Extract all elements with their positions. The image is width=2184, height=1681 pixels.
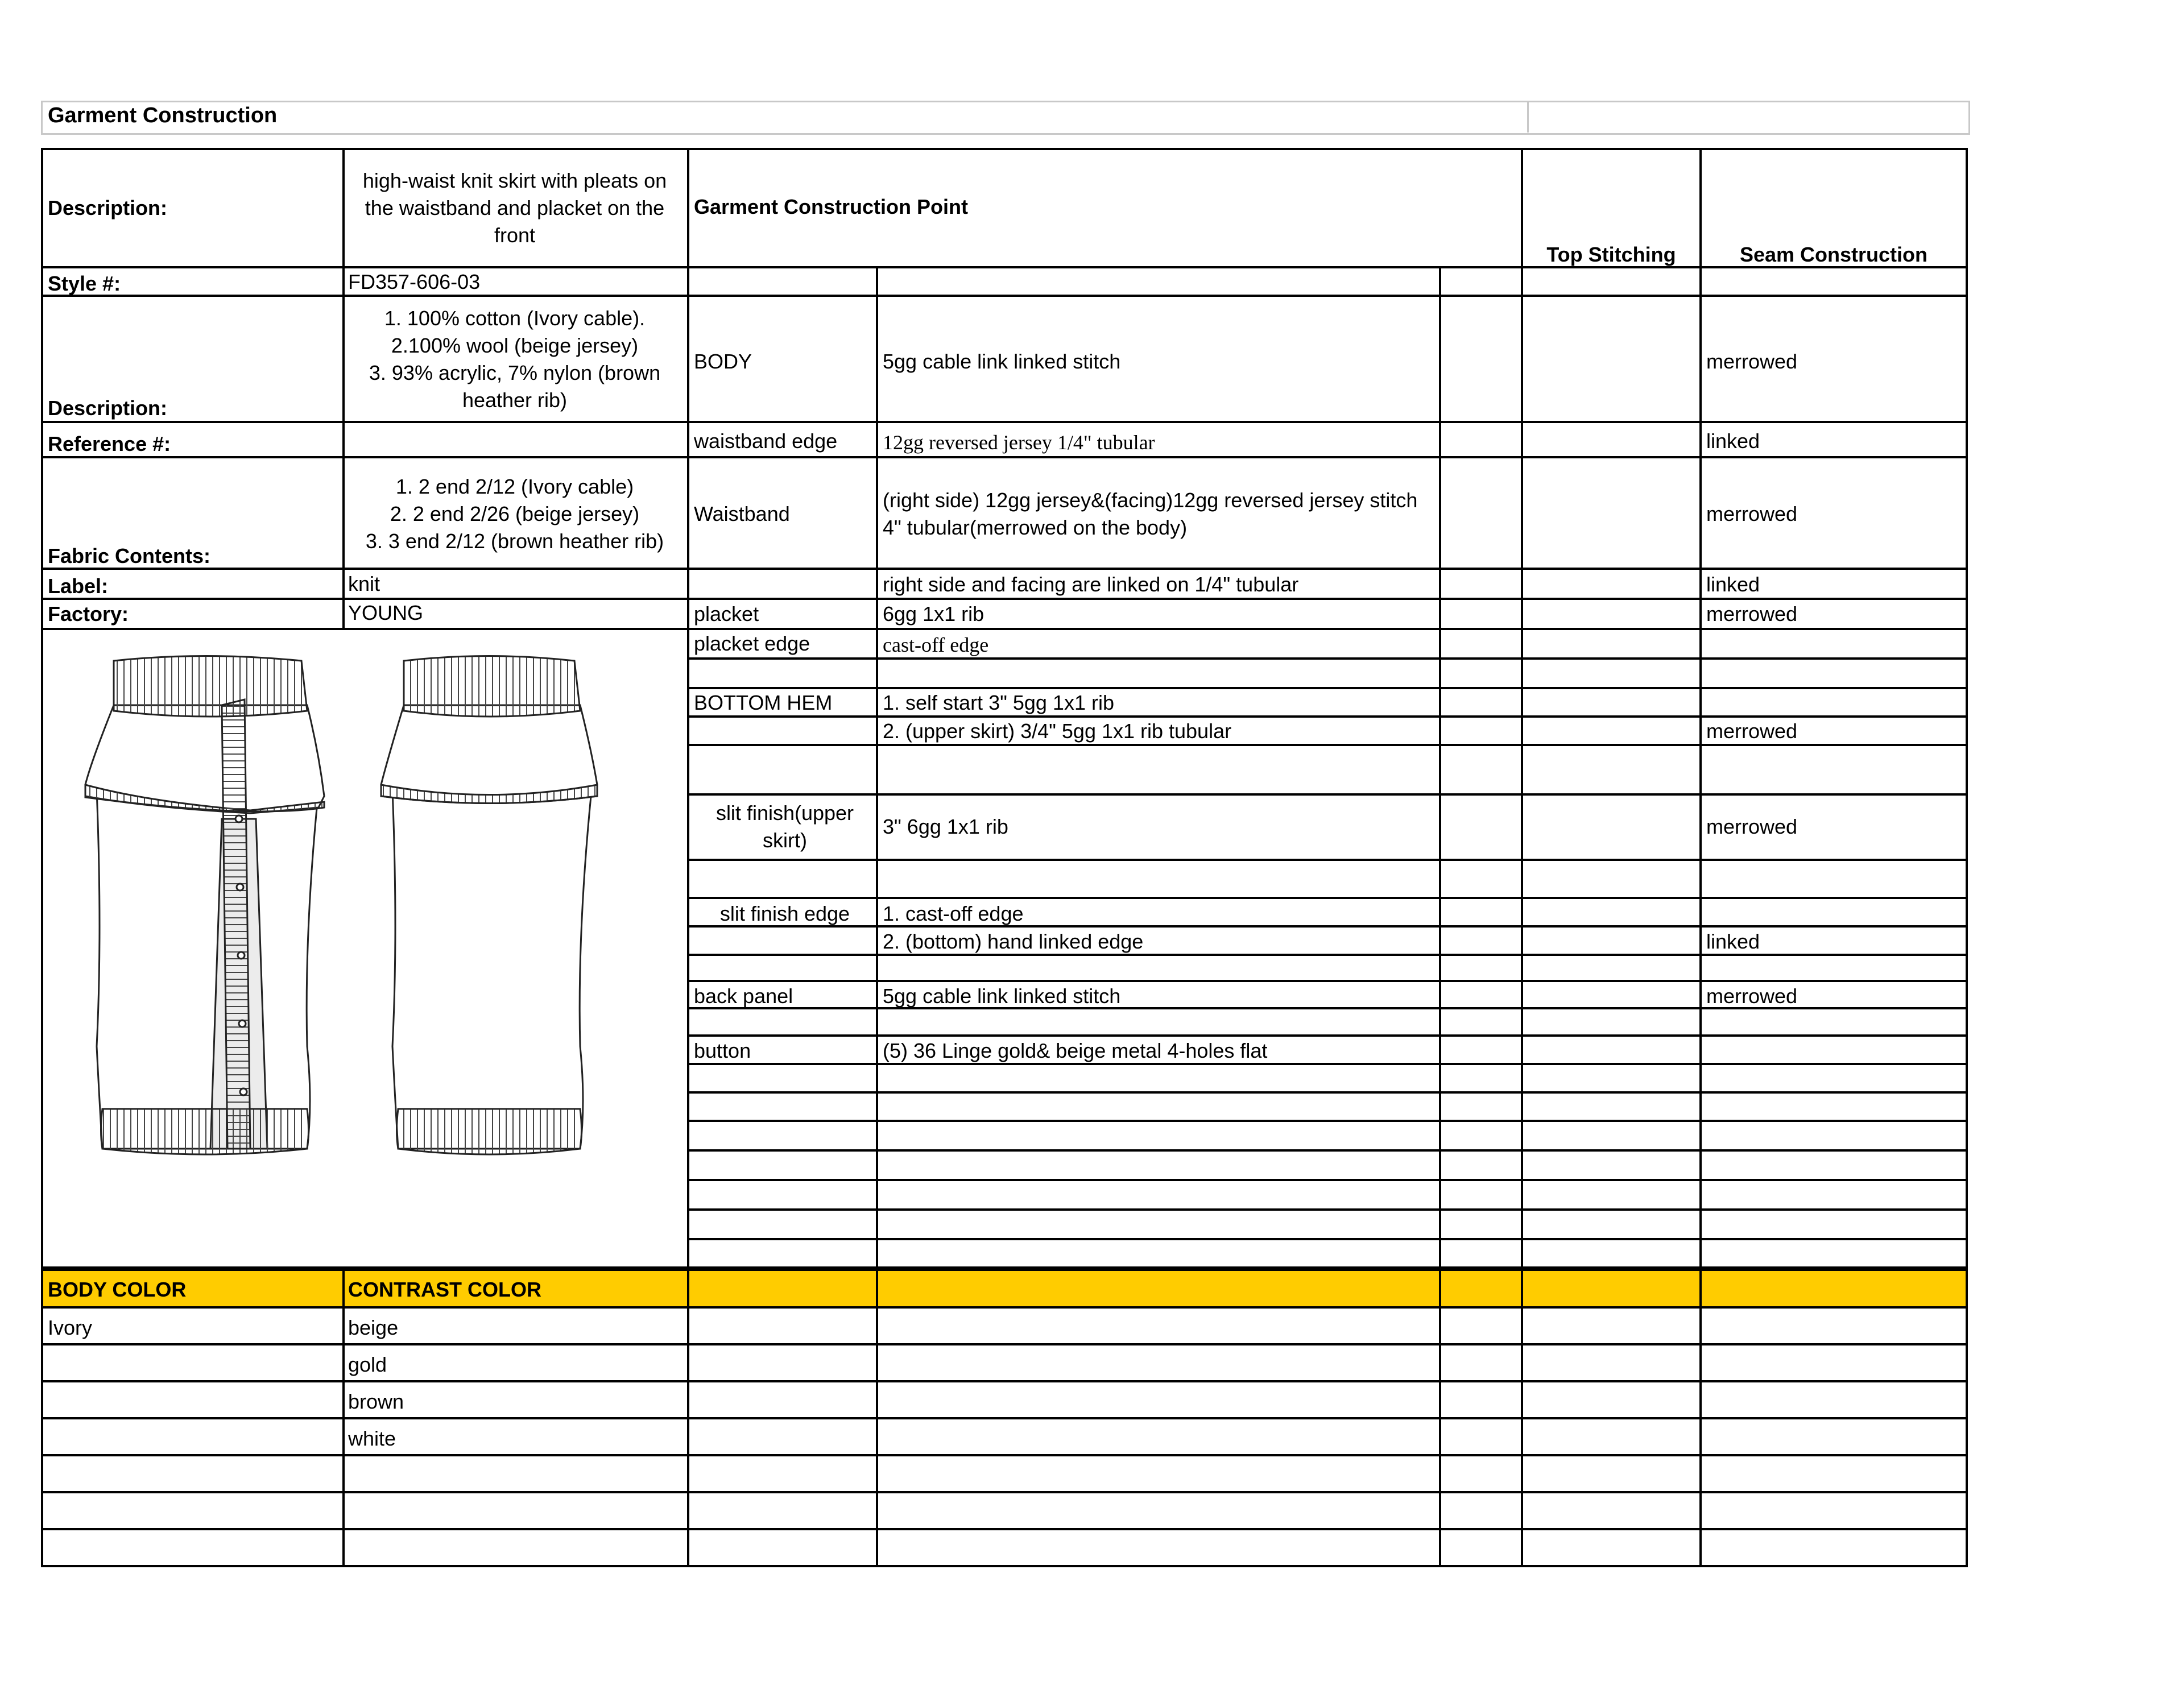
row-part: waistband edge xyxy=(694,429,838,453)
label-style: Style #: xyxy=(48,272,121,295)
row-detail: 5gg cable link linked stitch xyxy=(883,350,1121,373)
label-label: Label: xyxy=(48,574,109,598)
row-detail: 5gg cable link linked stitch xyxy=(883,984,1121,1008)
row-detail: 3" 6gg 1x1 rib xyxy=(883,815,1008,838)
row-detail: 12gg reversed jersey 1/4" tubular xyxy=(883,431,1155,454)
label-fabric-contents: Fabric Contents: xyxy=(48,544,211,568)
row-seam: merrowed xyxy=(1706,815,1798,838)
row-detail: right side and facing are linked on 1/4" tubular xyxy=(883,573,1299,596)
row-detail: (right side) 12gg jersey&(facing)12gg reversed jersey stitch 4" tubular(merrowed on the body) xyxy=(883,488,1418,539)
row-detail: 2. (upper skirt) 3/4" 5gg 1x1 rib tubular xyxy=(883,719,1232,743)
sheet-title: Garment Construction xyxy=(48,103,278,127)
front-view-sketch xyxy=(85,656,324,1155)
row-seam: merrowed xyxy=(1706,984,1798,1008)
row-seam: merrowed xyxy=(1706,719,1798,743)
row-seam: merrowed xyxy=(1706,602,1798,626)
title-bar xyxy=(41,101,1970,135)
value-description-2-line-3: 3. 93% acrylic, 7% nylon (brown heather rib) xyxy=(369,361,661,412)
row-seam: linked xyxy=(1706,930,1760,953)
row-detail: 1. cast-off edge xyxy=(883,902,1024,925)
value-description-2-line-1: 1. 100% cotton (Ivory cable). xyxy=(384,307,646,330)
row-part: placket xyxy=(694,602,759,626)
header-construction-point: Garment Construction Point xyxy=(694,195,969,218)
row-seam: linked xyxy=(1706,429,1760,453)
label-factory: Factory: xyxy=(48,602,129,626)
body-color: Ivory xyxy=(48,1316,93,1339)
title-divider xyxy=(1527,101,1529,133)
value-description-2-line-2: 2.100% wool (beige jersey) xyxy=(391,334,639,357)
contrast-color: beige xyxy=(348,1316,399,1339)
row-detail: 2. (bottom) hand linked edge xyxy=(883,930,1144,953)
row-part: slit finish(upper skirt) xyxy=(715,801,854,852)
contrast-color: brown xyxy=(348,1390,404,1413)
row-detail: 1. self start 3" 5gg 1x1 rib xyxy=(883,691,1114,714)
value-style: FD357-606-03 xyxy=(348,270,481,293)
row-detail: cast-off edge xyxy=(883,634,989,656)
back-view-sketch xyxy=(381,656,597,1155)
value-factory: YOUNG xyxy=(348,601,424,624)
contrast-color-header: CONTRAST COLOR xyxy=(348,1278,541,1301)
contrast-color: white xyxy=(348,1427,396,1450)
value-label: knit xyxy=(348,572,380,595)
color-header-band xyxy=(41,1269,1967,1307)
body-color-header: BODY COLOR xyxy=(48,1278,187,1301)
row-part: placket edge xyxy=(694,632,810,655)
row-seam: linked xyxy=(1706,573,1760,596)
value-fabric-line-1: 1. 2 end 2/12 (Ivory cable) xyxy=(395,475,634,498)
row-detail: 6gg 1x1 rib xyxy=(883,602,985,626)
row-seam: merrowed xyxy=(1706,350,1798,373)
label-reference: Reference #: xyxy=(48,432,171,456)
row-part: button xyxy=(694,1039,751,1062)
skirt-sketch xyxy=(80,648,626,1217)
label-description-2: Description: xyxy=(48,396,168,420)
row-detail: (5) 36 Linge gold& beige metal 4-holes flat xyxy=(883,1039,1268,1062)
value-fabric-line-2: 2. 2 end 2/26 (beige jersey) xyxy=(390,502,640,525)
value-fabric-line-3: 3. 3 end 2/12 (brown heather rib) xyxy=(365,529,664,553)
row-part: slit finish edge xyxy=(719,902,850,925)
header-seam-construction: Seam Construction xyxy=(1739,243,1928,266)
header-top-stitching: Top Stitching xyxy=(1546,243,1676,266)
label-description-1: Description: xyxy=(48,196,168,220)
value-description-1: high-waist knit skirt with pleats on the waistband and placket on the front xyxy=(362,169,667,247)
row-part: BOTTOM HEM xyxy=(694,691,833,714)
row-part: Waistband xyxy=(694,502,790,525)
row-seam: merrowed xyxy=(1706,502,1798,525)
row-part: BODY xyxy=(694,350,752,373)
contrast-color: gold xyxy=(348,1353,387,1376)
row-part: back panel xyxy=(694,984,793,1008)
